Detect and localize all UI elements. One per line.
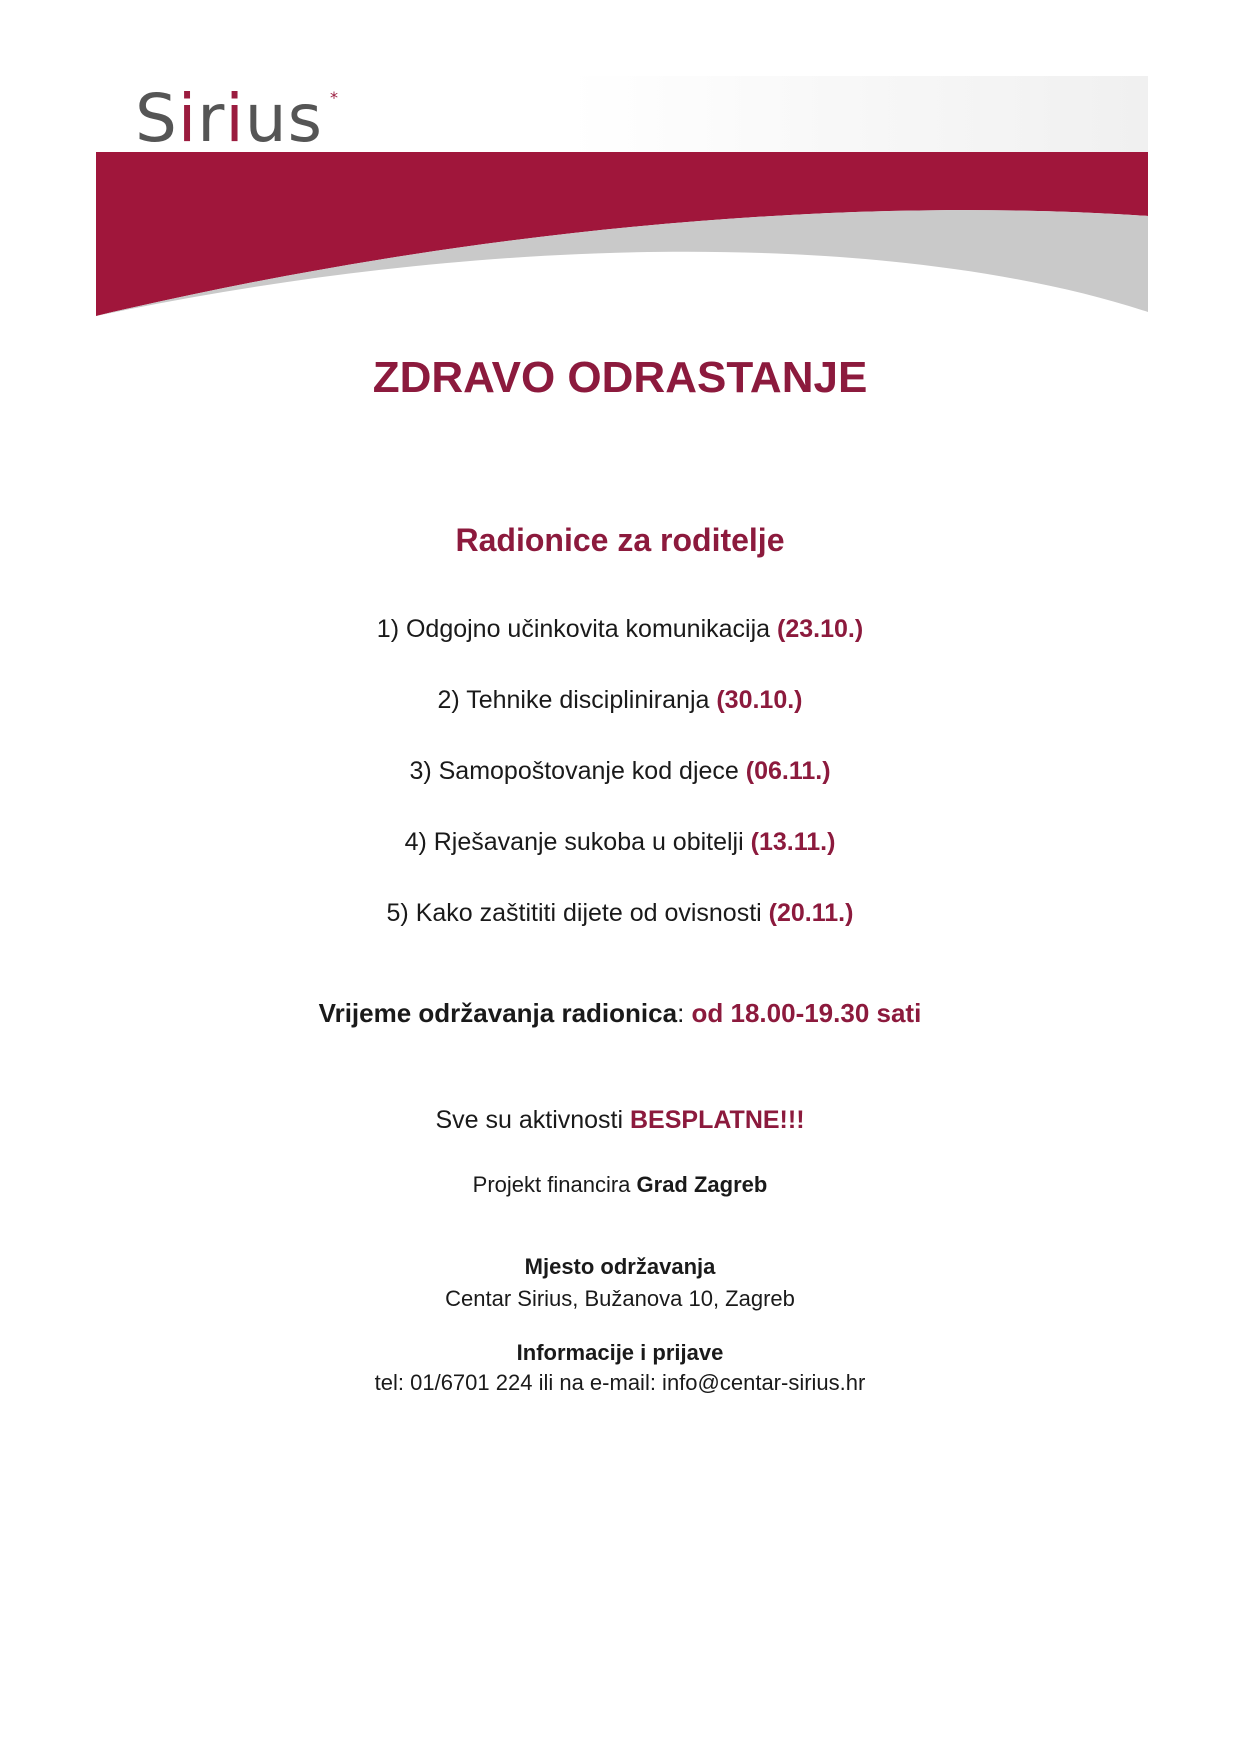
schedule-line [0,998,1240,1029]
funding-line [0,1172,1240,1198]
workshop-item [0,825,1240,896]
logo-letter-accent: i [225,80,245,157]
venue-heading: Mjesto održavanja [524,1254,716,1279]
workshop-item [0,896,1240,967]
schedule-time: od 18.00-19.30 sati [691,998,922,1028]
workshop-title: 2) Tehnike discipliniranja [437,686,717,714]
workshop-item [0,754,1240,825]
workshop-title: 3) Samopoštovanje kod djece [409,757,746,785]
workshop-title: 1) Odgojno učinkovita komunikacija [376,615,778,643]
workshop-date: (30.10.) [716,686,803,714]
workshop-date: (13.11.) [750,828,836,856]
contact-info: tel: 01/6701 224 ili na e-mail: info@centar-sirius.hr [374,1370,866,1395]
free-text: Sve su aktivnosti [435,1106,630,1134]
logo-letter: us [244,80,323,157]
logo-star-icon: * [329,88,339,107]
logo-letter: r [197,80,226,157]
free-highlight: BESPLATNE!!! [630,1106,805,1134]
workshop-date: (23.10.) [777,615,864,643]
venue-address: Centar Sirius, Bužanova 10, Zagreb [445,1286,795,1311]
workshop-date: (06.11.) [745,757,831,785]
sirius-logo [135,80,339,157]
funding-text: Projekt financira [472,1172,637,1197]
workshop-title: 4) Rješavanje sukoba u obitelji [404,828,751,856]
workshop-date: (20.11.) [768,899,854,927]
workshop-item [0,612,1240,683]
logo-letter-accent: i [177,80,198,157]
page-subtitle: Radionice za roditelje [455,522,785,558]
workshop-item [0,683,1240,754]
logo-letter: S [135,80,178,157]
schedule-label: Vrijeme održavanja radionica [318,998,678,1028]
free-notice [0,1106,1240,1135]
funder-name: Grad Zagreb [636,1172,768,1197]
workshop-title: 5) Kako zaštititi dijete od ovisnosti [386,899,769,927]
info-heading: Informacije i prijave [516,1340,724,1365]
workshop-list [0,612,1240,967]
schedule-separator: : [677,998,692,1028]
page-title: ZDRAVO ODRASTANJE [372,353,868,402]
